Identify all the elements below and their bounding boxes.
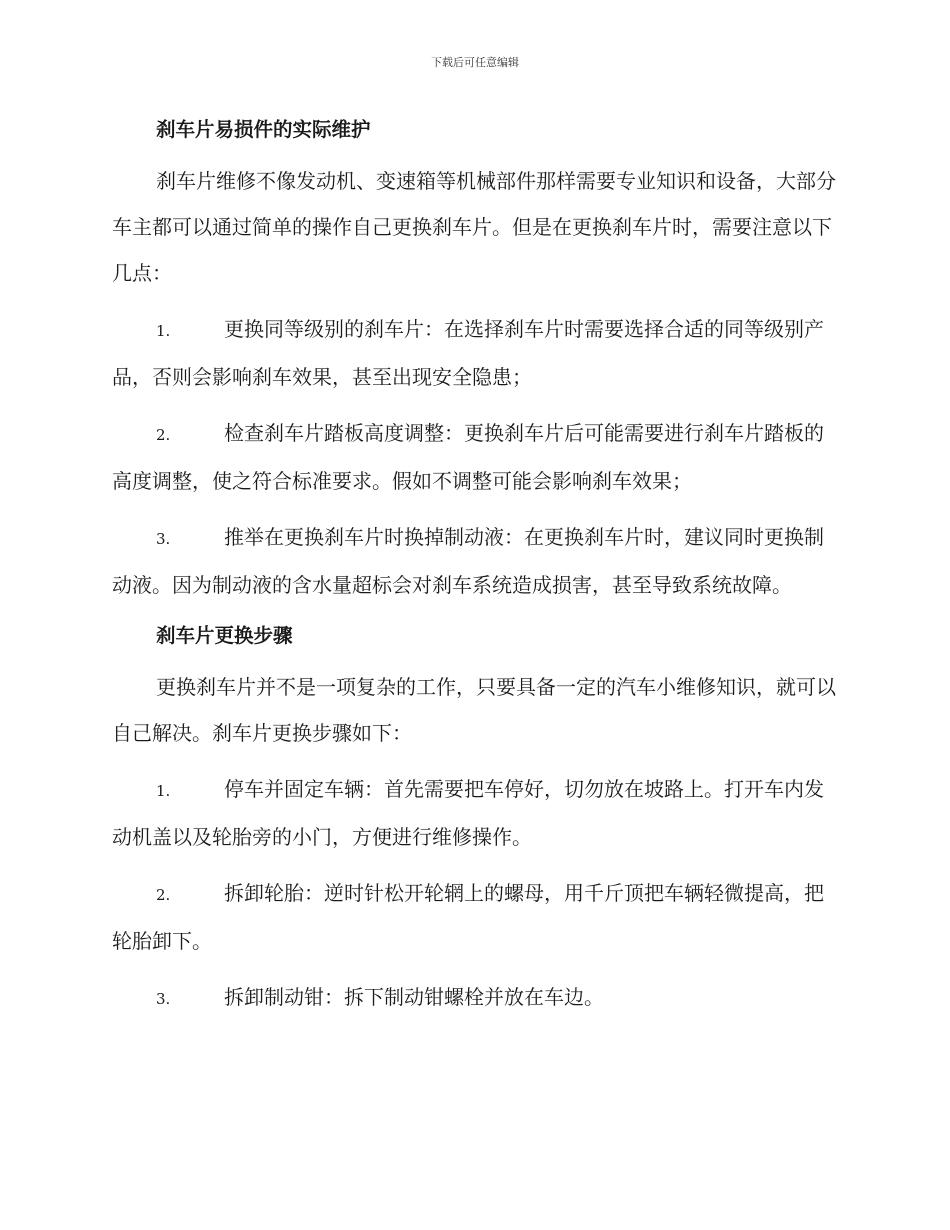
list-number: 2. [156,426,171,444]
list-number: 3. [156,530,171,548]
list-item [112,974,836,1022]
list-number: 1. [156,782,171,800]
list-item-text: 检查刹车片踏板高度调整：更换刹车片后可能需要进行刹车片踏板的高度调整，使之符合标准要求。假如不调整可能会影响刹车效果； [112,421,824,493]
list-item-text: 拆卸轮胎：逆时针松开轮辋上的螺母，用千斤顶把车辆轻微提高，把轮胎卸下。 [112,881,824,953]
section-maintenance [112,112,836,608]
list-item-text: 拆卸制动钳：拆下制动钳螺栓并放在车边。 [224,985,604,1009]
list-item [112,410,836,504]
section-replacement-steps [112,618,836,1022]
section-intro: 更换刹车片并不是一项复杂的工作，只要具备一定的汽车小维修知识，就可以自己解决。刹车片更换步骤如下： [112,675,836,745]
list-item-text: 停车并固定车辆：首先需要把车停好，切勿放在坡路上。打开车内发动机盖以及轮胎旁的小门，方便进行维修操作。 [112,777,824,849]
section-intro: 刹车片维修不像发动机、变速箱等机械部件那样需要专业知识和设备，大部分车主都可以通过简单的操作自己更换刹车片。但是在更换刹车片时，需要注意以下几点： [112,169,836,285]
page-header: 下载后可任意编辑 [431,56,519,69]
list-number: 1. [156,322,171,340]
list-item-text: 更换同等级别的刹车片：在选择刹车片时需要选择合适的同等级别产品，否则会影响刹车效果，甚至出现安全隐患； [112,317,824,389]
list-number: 3. [156,990,171,1008]
section-title: 刹车片更换步骤 [156,624,293,647]
list-item [112,306,836,400]
list-item [112,870,836,964]
section-title: 刹车片易损件的实际维护 [156,118,371,141]
list-item [112,514,836,608]
list-number: 2. [156,886,171,904]
list-item [112,766,836,860]
list-item-text: 推举在更换刹车片时换掉制动液：在更换刹车片时，建议同时更换制动液。因为制动液的含水量超标会对刹车系统造成损害，甚至导致系统故障。 [112,525,824,597]
document-body [112,112,836,1032]
